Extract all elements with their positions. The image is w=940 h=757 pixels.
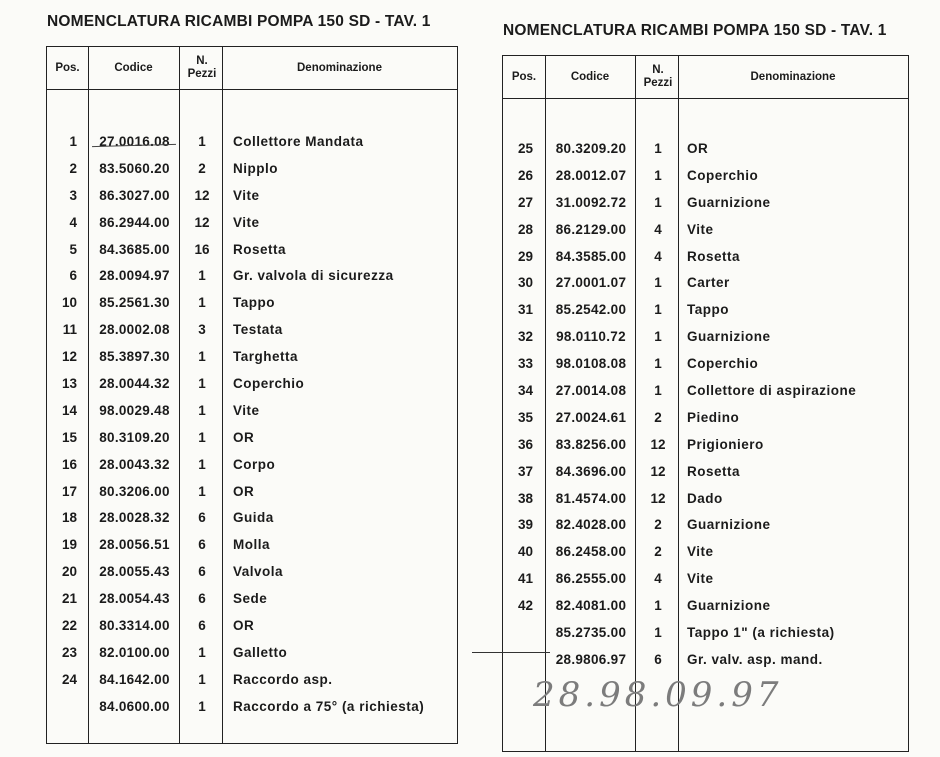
row-desc: Piedino [687, 409, 740, 425]
row-code: 82.4028.00 [555, 517, 627, 533]
row-qty: 1 [198, 349, 206, 365]
row-desc: Gr. valv. asp. mand. [687, 651, 823, 667]
row-code: 31.0092.72 [555, 194, 627, 210]
table-row [503, 378, 908, 405]
row-pos: 28 [517, 221, 533, 237]
row-pos: 3 [69, 187, 77, 203]
row-pos: 31 [517, 302, 533, 318]
row-desc: Guarnizione [687, 598, 771, 614]
table-row [47, 479, 457, 506]
row-code: 85.3897.30 [99, 349, 170, 365]
table-row [47, 613, 457, 640]
table-row [503, 432, 908, 459]
row-pos: 29 [517, 248, 533, 264]
row-pos: 17 [61, 483, 77, 499]
row-pos: 26 [517, 167, 533, 183]
table-row [503, 136, 908, 163]
row-desc: Collettore Mandata [233, 134, 364, 149]
left-rows [47, 129, 457, 721]
row-code: 98.0110.72 [556, 329, 626, 345]
row-qty: 1 [198, 429, 206, 445]
row-desc: Tappo [687, 302, 729, 318]
table-row [47, 398, 457, 425]
header-pos: Pos. [55, 61, 80, 74]
row-pos: 38 [517, 490, 533, 506]
row-desc: Raccordo asp. [233, 671, 333, 687]
row-code: 84.3685.00 [99, 241, 170, 257]
row-code: 28.0002.08 [99, 322, 170, 338]
row-pos: 11 [62, 322, 77, 338]
row-qty: 12 [650, 490, 666, 506]
table-row [503, 593, 908, 620]
table-row [503, 620, 908, 647]
row-code: 28.0054.43 [99, 591, 170, 607]
row-qty: 12 [194, 214, 210, 230]
row-desc: Tappo 1" (a richiesta) [687, 625, 835, 641]
table-row [503, 486, 908, 513]
row-pos: 19 [61, 537, 77, 553]
row-qty: 12 [194, 187, 210, 203]
row-code: 85.2542.00 [555, 302, 627, 318]
row-pos: 23 [61, 644, 77, 660]
header-pos: Pos. [511, 70, 537, 83]
row-desc: Valvola [233, 564, 284, 580]
row-qty: 4 [654, 248, 662, 264]
row-qty: 1 [654, 356, 662, 372]
table-row [503, 539, 908, 566]
row-qty: 1 [198, 698, 206, 714]
row-desc: OR [233, 483, 255, 499]
row-code: 84.0600.00 [99, 698, 170, 714]
row-code: 28.0094.97 [99, 268, 170, 284]
row-qty: 2 [654, 517, 662, 533]
row-code: 85.2561.30 [99, 295, 170, 311]
row-pos: 40 [517, 544, 533, 560]
row-pos: 37 [517, 463, 533, 479]
right-parts-table [502, 55, 909, 752]
table-row [47, 129, 457, 156]
row-desc: Vite [233, 187, 260, 203]
row-desc: OR [233, 429, 255, 445]
table-row [503, 647, 908, 674]
row-qty: 6 [198, 510, 206, 526]
row-desc: Sede [233, 591, 268, 607]
table-row [47, 263, 457, 290]
row-qty: 6 [198, 564, 206, 580]
row-qty: 1 [198, 671, 206, 687]
row-qty: 16 [194, 241, 210, 257]
table-row [47, 667, 457, 694]
row-desc: Coperchio [687, 167, 759, 183]
row-pos: 16 [61, 456, 77, 472]
row-desc: Tappo [233, 295, 275, 311]
row-qty: 1 [198, 376, 206, 392]
row-qty: 1 [198, 456, 206, 472]
row-qty: 3 [198, 322, 206, 338]
row-desc: Collettore di aspirazione [687, 383, 857, 399]
row-pos: 27 [517, 194, 533, 210]
row-desc: Rosetta [687, 463, 741, 479]
row-qty: 6 [198, 537, 206, 553]
header-qty: N. Pezzi [187, 55, 217, 80]
row-desc: Dado [687, 490, 723, 506]
table-row [503, 217, 908, 244]
header-desc: Denominazione [750, 70, 836, 83]
table-row [47, 694, 457, 721]
row-pos: 2 [69, 160, 77, 176]
row-pos: 36 [517, 436, 533, 452]
row-qty: 1 [198, 268, 206, 284]
row-pos: 1 [69, 134, 77, 149]
row-pos: 6 [69, 268, 77, 284]
table-row [503, 566, 908, 593]
row-pos: 21 [61, 591, 77, 607]
row-code: 28.0043.32 [99, 456, 170, 472]
row-code: 82.4081.00 [555, 598, 627, 614]
row-qty: 1 [654, 194, 662, 210]
row-desc: Targhetta [233, 349, 299, 365]
row-desc: Guida [233, 510, 274, 526]
row-code: 28.0028.32 [99, 510, 170, 526]
header-qty: N. Pezzi [643, 64, 673, 89]
table-row [503, 405, 908, 432]
table-row [47, 640, 457, 667]
right-rows [503, 136, 908, 674]
row-pos: 5 [69, 241, 77, 257]
row-pos: 30 [517, 275, 533, 291]
row-desc: Galletto [233, 644, 288, 660]
table-row [503, 324, 908, 351]
row-qty: 1 [654, 141, 662, 156]
row-pos: 4 [69, 214, 77, 230]
row-qty: 1 [654, 167, 662, 183]
row-desc: Guarnizione [687, 194, 771, 210]
table-row [47, 183, 457, 210]
row-code: 28.0055.43 [99, 564, 170, 580]
row-pos: 24 [61, 671, 77, 687]
table-row [47, 210, 457, 237]
row-desc: Coperchio [233, 376, 305, 392]
row-qty: 1 [198, 134, 206, 149]
row-pos: 22 [61, 618, 77, 634]
row-desc: Testata [233, 322, 283, 338]
row-desc: Rosetta [687, 248, 741, 264]
row-desc: Gr. valvola di sicurezza [233, 268, 394, 284]
ink-line [472, 652, 550, 653]
row-pos: 35 [517, 409, 533, 425]
row-pos: 41 [517, 571, 533, 587]
row-qty: 1 [654, 275, 662, 291]
row-code: 27.0001.07 [555, 275, 627, 291]
row-qty: 1 [198, 483, 206, 499]
row-pos: 25 [517, 141, 533, 156]
row-qty: 1 [654, 329, 662, 345]
right-page-title: NOMENCLATURA RICAMBI POMPA 150 SD - TAV. 1 [503, 22, 887, 39]
table-row [47, 532, 457, 559]
row-qty: 6 [198, 591, 206, 607]
row-code: 84.3696.00 [555, 463, 627, 479]
row-code: 28.0012.07 [555, 167, 627, 183]
row-code: 86.3027.00 [99, 187, 170, 203]
row-code: 27.0016.08 [99, 134, 170, 149]
row-code: 80.3206.00 [99, 483, 170, 499]
row-desc: Prigioniero [687, 436, 764, 452]
row-code: 86.2944.00 [99, 214, 170, 230]
row-qty: 1 [198, 644, 206, 660]
row-qty: 6 [198, 618, 206, 634]
row-pos: 33 [517, 356, 533, 372]
table-row [503, 351, 908, 378]
row-pos: 13 [61, 376, 77, 392]
row-qty: 1 [654, 625, 662, 641]
row-code: 84.3585.00 [555, 248, 627, 264]
row-desc: OR [687, 141, 709, 156]
table-row [47, 425, 457, 452]
row-code: 86.2555.00 [555, 571, 627, 587]
row-code: 27.0024.61 [555, 409, 627, 425]
row-pos: 32 [517, 329, 533, 345]
row-desc: Molla [233, 537, 271, 553]
row-code: 80.3109.20 [99, 429, 170, 445]
row-desc: Guarnizione [687, 517, 771, 533]
left-parts-table [46, 46, 458, 744]
table-row [503, 190, 908, 217]
row-pos: 20 [61, 564, 77, 580]
row-desc: OR [233, 618, 255, 634]
table-row [503, 512, 908, 539]
left-page-title: NOMENCLATURA RICAMBI POMPA 150 SD - TAV. 1 [47, 13, 431, 30]
row-qty: 2 [654, 409, 662, 425]
row-desc: Rosetta [233, 241, 287, 257]
table-row [47, 344, 457, 371]
row-code: 84.1642.00 [99, 671, 170, 687]
table-row [47, 586, 457, 613]
row-code: 98.0108.08 [555, 356, 627, 372]
table-row [47, 317, 457, 344]
table-row [47, 371, 457, 398]
row-pos: 15 [61, 429, 77, 445]
row-pos: 12 [61, 349, 77, 365]
row-code: 86.2458.00 [555, 544, 627, 560]
table-row [47, 290, 457, 317]
row-code: 86.2129.00 [555, 221, 627, 237]
row-desc: Vite [687, 571, 714, 587]
table-row [47, 452, 457, 479]
row-qty: 1 [654, 302, 662, 318]
row-qty: 4 [654, 571, 662, 587]
table-row [503, 163, 908, 190]
row-qty: 12 [650, 436, 666, 452]
row-code: 81.4574.00 [555, 490, 627, 506]
row-desc: Raccordo a 75° (a richiesta) [233, 698, 425, 714]
row-qty: 4 [654, 221, 662, 237]
row-code: 28.0044.32 [99, 376, 170, 392]
row-code: 82.0100.00 [99, 644, 170, 660]
row-pos: 42 [517, 598, 533, 614]
row-pos: 10 [61, 295, 77, 311]
row-qty: 1 [654, 598, 662, 614]
handwritten-note: 28.98.09.97 [533, 675, 783, 715]
row-qty: 1 [654, 383, 662, 399]
row-code: 85.2735.00 [555, 625, 627, 641]
row-desc: Vite [233, 214, 260, 230]
row-qty: 2 [198, 160, 206, 176]
table-row [503, 459, 908, 486]
row-pos: 34 [517, 383, 533, 399]
header-code: Codice [114, 61, 153, 74]
row-desc: Carter [687, 275, 730, 291]
row-desc: Vite [233, 402, 260, 418]
row-qty: 1 [198, 402, 206, 418]
table-row [47, 156, 457, 183]
table-row [47, 505, 457, 532]
row-code: 98.0029.48 [99, 402, 170, 418]
row-qty: 6 [654, 651, 662, 667]
row-desc: Guarnizione [687, 329, 771, 345]
row-code: 27.0014.08 [555, 383, 627, 399]
row-desc: Corpo [233, 456, 276, 472]
header-desc: Denominazione [297, 61, 382, 74]
table-row [47, 559, 457, 586]
row-code: 80.3314.00 [99, 618, 170, 634]
row-code: 83.5060.20 [99, 160, 170, 176]
row-code: 28.9806.97 [555, 651, 627, 667]
row-pos: 18 [61, 510, 77, 526]
row-desc: Vite [687, 544, 714, 560]
row-qty: 1 [198, 295, 206, 311]
table-row [503, 244, 908, 271]
table-row [503, 297, 908, 324]
row-desc: Coperchio [687, 356, 759, 372]
header-code: Codice [570, 70, 610, 83]
row-pos: 14 [61, 402, 77, 418]
table-row [503, 270, 908, 297]
row-desc: Nipplo [233, 160, 278, 176]
row-desc: Vite [687, 221, 714, 237]
row-code: 28.0056.51 [99, 537, 170, 553]
row-qty: 12 [650, 463, 666, 479]
table-row [47, 237, 457, 264]
row-code: 80.3209.20 [555, 141, 627, 156]
row-code: 83.8256.00 [555, 436, 627, 452]
row-qty: 2 [654, 544, 662, 560]
row-pos: 39 [517, 517, 533, 533]
